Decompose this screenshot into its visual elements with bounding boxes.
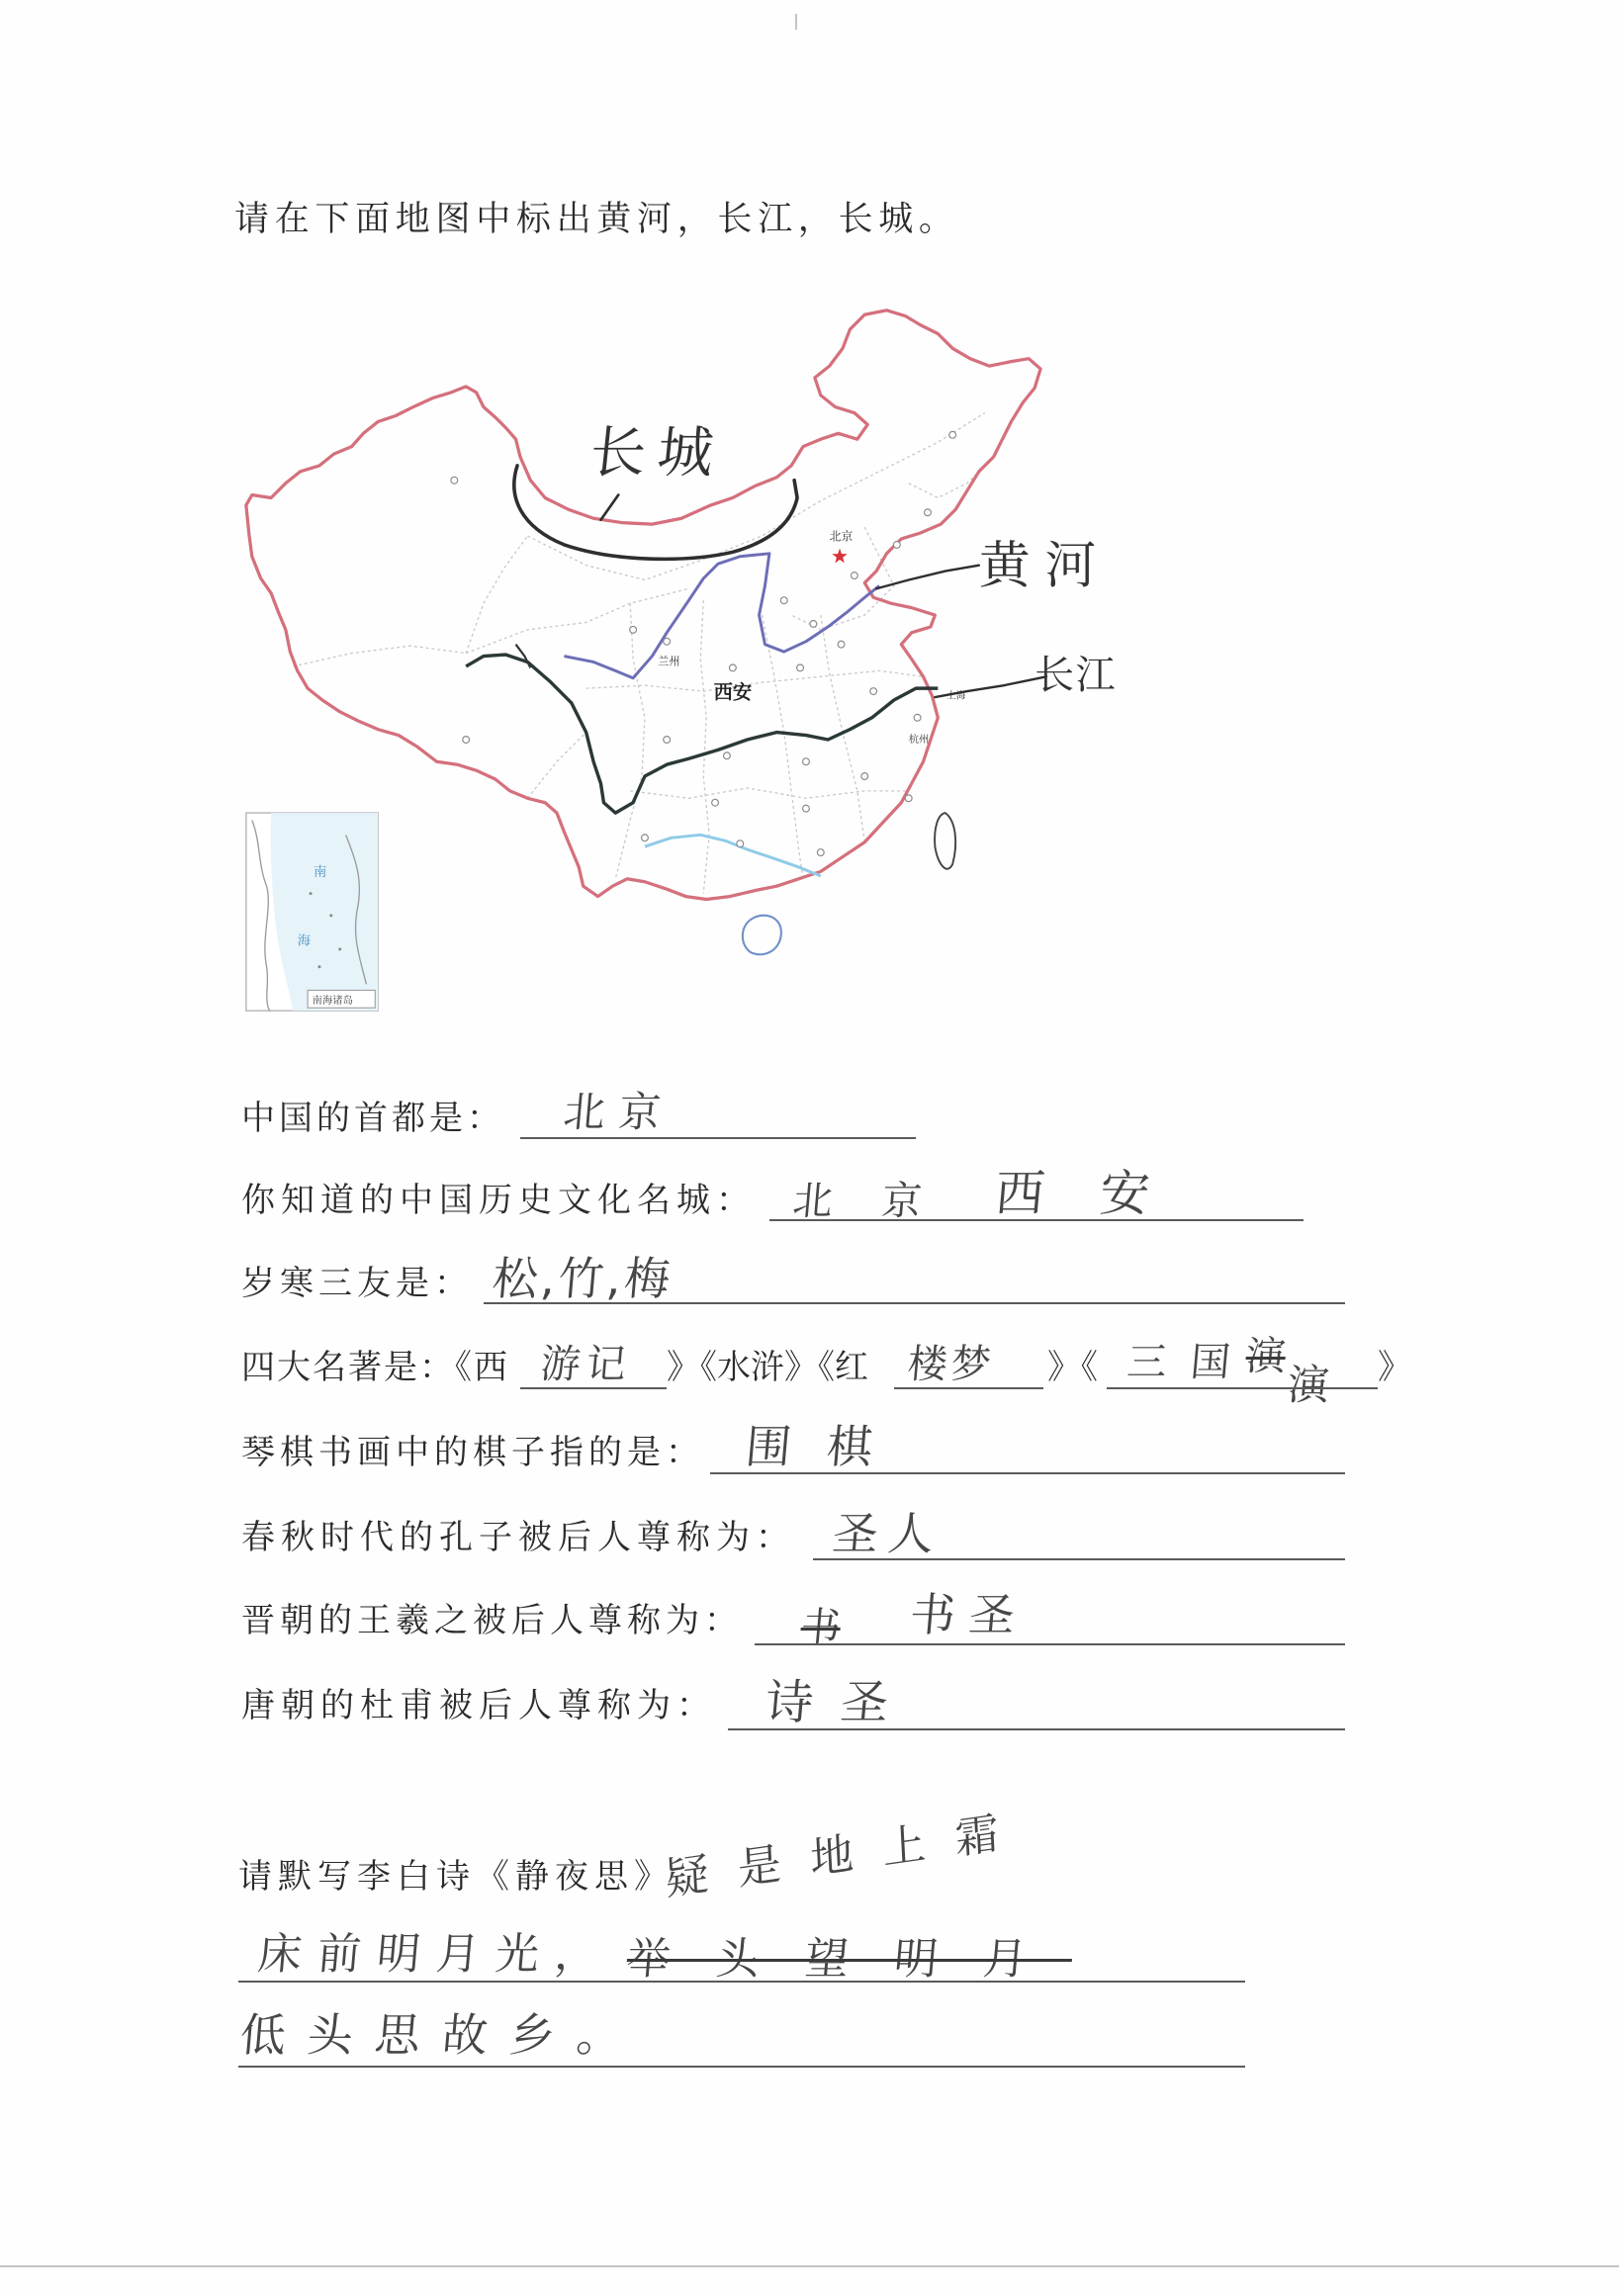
poem-line-rule-1 bbox=[238, 1981, 1245, 1983]
city-marker bbox=[664, 737, 671, 744]
question-four-classics-part-4: 》 bbox=[1378, 1348, 1411, 1387]
answer-line-wang-xizhi bbox=[755, 1643, 1345, 1645]
city-marker bbox=[861, 773, 868, 780]
label-xian: 西安 bbox=[713, 680, 753, 704]
answer-wang-xizhi: 书圣 bbox=[907, 1588, 1032, 1641]
city-marker bbox=[664, 638, 671, 645]
poem-line-1: 床前明月光， bbox=[255, 1929, 617, 1980]
inset-island bbox=[329, 914, 332, 917]
inset-island bbox=[338, 947, 341, 950]
city-marker bbox=[780, 597, 787, 604]
answer-line-four-classics-2 bbox=[894, 1387, 1043, 1389]
answer-three-friends: 松,竹,梅 bbox=[490, 1252, 675, 1305]
poem-line-3: 低头思故乡。 bbox=[237, 2008, 647, 2062]
question-capital: 中国的首都是： bbox=[241, 1099, 504, 1138]
question-du-fu: 唐朝的杜甫被后人尊称为： bbox=[241, 1686, 716, 1725]
city-marker bbox=[949, 431, 956, 438]
hainan-island bbox=[743, 916, 781, 955]
city-markers bbox=[451, 431, 956, 855]
city-marker bbox=[914, 714, 921, 721]
pearl-river bbox=[645, 835, 821, 875]
city-marker bbox=[925, 509, 932, 516]
question-four-classics-part-2: 》《水浒》《红 bbox=[667, 1348, 868, 1387]
question-go: 琴棋书画中的棋子指的是： bbox=[241, 1433, 704, 1472]
inset-sea bbox=[271, 813, 379, 1011]
province-border bbox=[466, 588, 688, 653]
province-border bbox=[527, 733, 585, 799]
label-beijing: 北京 bbox=[829, 529, 854, 544]
province-border bbox=[763, 615, 803, 879]
answer-line-confucius bbox=[813, 1558, 1345, 1560]
poem-prompt: 请默写李白诗《静夜思》 bbox=[238, 1857, 674, 1897]
poem-line-2-struck: 举头望明月 bbox=[624, 1934, 1075, 1985]
china-border bbox=[246, 310, 1040, 900]
scan-mark-top bbox=[795, 14, 797, 30]
city-marker bbox=[905, 795, 912, 802]
city-marker bbox=[630, 626, 637, 633]
answer-famous-city-2: 西安 bbox=[992, 1165, 1208, 1222]
label-lanzhou: 兰州 bbox=[658, 655, 680, 668]
question-four-classics-part-3: 》《 bbox=[1047, 1348, 1098, 1387]
great-wall-pointer bbox=[600, 495, 618, 520]
answer-wang-xizhi-struck: 书 bbox=[798, 1605, 843, 1650]
inset-island bbox=[317, 965, 320, 968]
answer-four-classics-2: 楼梦 bbox=[905, 1342, 997, 1387]
province-border bbox=[909, 454, 997, 497]
label-hangzhou: 杭州 bbox=[908, 733, 930, 746]
map-instruction: 请在下面地图中标出黄河，长江，长城。 bbox=[234, 200, 959, 239]
answer-four-classics-3-correction: 演 bbox=[1285, 1361, 1332, 1409]
poem-line-rule-2 bbox=[238, 2066, 1245, 2068]
city-marker bbox=[642, 835, 649, 841]
label-shanghai: 上海 bbox=[946, 690, 966, 702]
handwritten-yellow-river: 黄河 bbox=[978, 536, 1112, 596]
answer-line-four-classics-1 bbox=[520, 1387, 667, 1389]
inset-island bbox=[310, 892, 313, 895]
yellow-river-pointer bbox=[876, 566, 979, 589]
city-marker bbox=[838, 641, 845, 648]
handwritten-great-wall: 长城 bbox=[586, 420, 729, 486]
city-marker bbox=[803, 758, 810, 765]
yellow-river bbox=[564, 554, 879, 678]
answer-line-three-friends bbox=[484, 1302, 1345, 1304]
yangtze-tributary bbox=[516, 645, 531, 668]
city-marker bbox=[803, 805, 810, 812]
answer-line-go bbox=[710, 1472, 1345, 1474]
answer-line-four-classics-3 bbox=[1107, 1387, 1378, 1389]
answer-four-classics-3: 三国 bbox=[1124, 1340, 1256, 1385]
city-marker bbox=[817, 849, 824, 856]
china-map bbox=[234, 293, 1128, 1025]
inset-sea-char-1: 南 bbox=[314, 864, 327, 880]
city-marker bbox=[797, 664, 804, 671]
answer-four-classics-3-struck: 演 bbox=[1243, 1334, 1288, 1379]
answer-confucius: 圣人 bbox=[830, 1507, 946, 1560]
answer-line-du-fu bbox=[728, 1728, 1345, 1730]
south-china-sea-inset bbox=[246, 813, 378, 1011]
province-border bbox=[293, 646, 466, 666]
province-border bbox=[615, 603, 645, 879]
answer-du-fu: 诗圣 bbox=[763, 1675, 919, 1730]
question-three-friends: 岁寒三友是： bbox=[241, 1264, 473, 1303]
beijing-star-icon bbox=[832, 549, 847, 564]
answer-go: 围棋 bbox=[743, 1420, 911, 1473]
province-border bbox=[821, 615, 864, 842]
answer-capital: 北京 bbox=[561, 1088, 677, 1136]
city-marker bbox=[851, 573, 857, 579]
city-marker bbox=[463, 737, 470, 744]
city-marker bbox=[712, 799, 719, 806]
city-marker bbox=[810, 621, 817, 628]
city-marker bbox=[870, 688, 877, 695]
question-confucius: 春秋时代的孔子被后人尊称为： bbox=[241, 1518, 795, 1557]
city-marker bbox=[893, 541, 900, 548]
province-border bbox=[700, 600, 709, 893]
scan-edge-bottom bbox=[0, 2265, 1619, 2267]
city-marker bbox=[729, 664, 736, 671]
question-wang-xizhi: 晋朝的王羲之被后人尊称为： bbox=[241, 1601, 743, 1640]
answer-line-capital bbox=[520, 1137, 916, 1139]
answer-four-classics-1: 游记 bbox=[538, 1342, 634, 1387]
answer-famous-city-1: 北京 bbox=[790, 1179, 973, 1224]
handwritten-yangtze-river: 长江 bbox=[1034, 653, 1118, 699]
city-marker bbox=[724, 752, 731, 759]
question-famous-cities: 你知道的中国历史文化名城： bbox=[241, 1181, 756, 1220]
inset-title: 南海诸岛 bbox=[312, 994, 353, 1007]
city-marker bbox=[737, 840, 744, 847]
province-border bbox=[630, 788, 909, 798]
city-marker bbox=[451, 477, 458, 484]
taiwan-island bbox=[935, 813, 955, 869]
question-four-classics-part-1: 四大名著是：《西 bbox=[241, 1348, 509, 1387]
inset-sea-char-2: 海 bbox=[297, 933, 312, 949]
poem-line-2-inserted: 疑是地上霜 bbox=[664, 1804, 1030, 1906]
answer-line-famous-cities bbox=[769, 1219, 1304, 1221]
province-border bbox=[466, 536, 527, 654]
